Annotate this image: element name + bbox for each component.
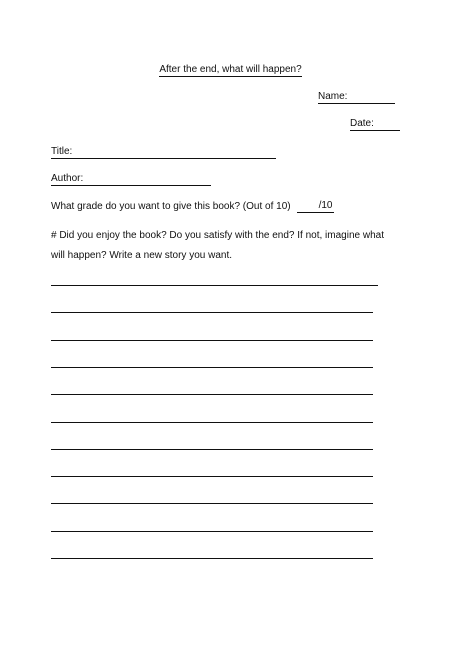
grade-field[interactable] [51,200,334,213]
date-field[interactable] [350,118,400,131]
title-field[interactable] [51,146,276,159]
name-label: Name: [318,91,348,102]
title-label: Title: [51,146,73,157]
date-label: Date: [350,118,374,129]
writing-line[interactable] [51,422,373,423]
writing-line[interactable] [51,503,373,504]
story-prompt: # Did you enjoy the book? Do you satisfy with the end? If not, imagine what will happen? Write a new story you want. [51,230,384,261]
writing-line[interactable] [51,340,373,341]
author-field[interactable] [51,173,211,186]
writing-line[interactable] [51,367,373,368]
grade-blank-line[interactable] [297,200,319,213]
grade-score-label: /10 [318,200,333,211]
heading-text: After the end, what will happen? [159,64,302,75]
name-field[interactable] [318,91,395,104]
grade-question: What grade do you want to give this book? (Out of 10) [51,201,291,212]
date-blank-line[interactable] [374,118,400,131]
writing-line[interactable] [51,394,373,395]
worksheet-heading [0,64,461,77]
title-blank-line[interactable] [72,146,276,159]
writing-line[interactable] [51,449,373,450]
writing-line[interactable] [51,531,373,532]
writing-line[interactable] [51,312,373,313]
writing-line[interactable] [51,476,373,477]
name-blank-line[interactable] [347,91,395,104]
writing-line[interactable] [51,285,378,286]
writing-line[interactable] [51,558,373,559]
author-blank-line[interactable] [83,173,211,186]
author-label: Author: [51,173,84,184]
